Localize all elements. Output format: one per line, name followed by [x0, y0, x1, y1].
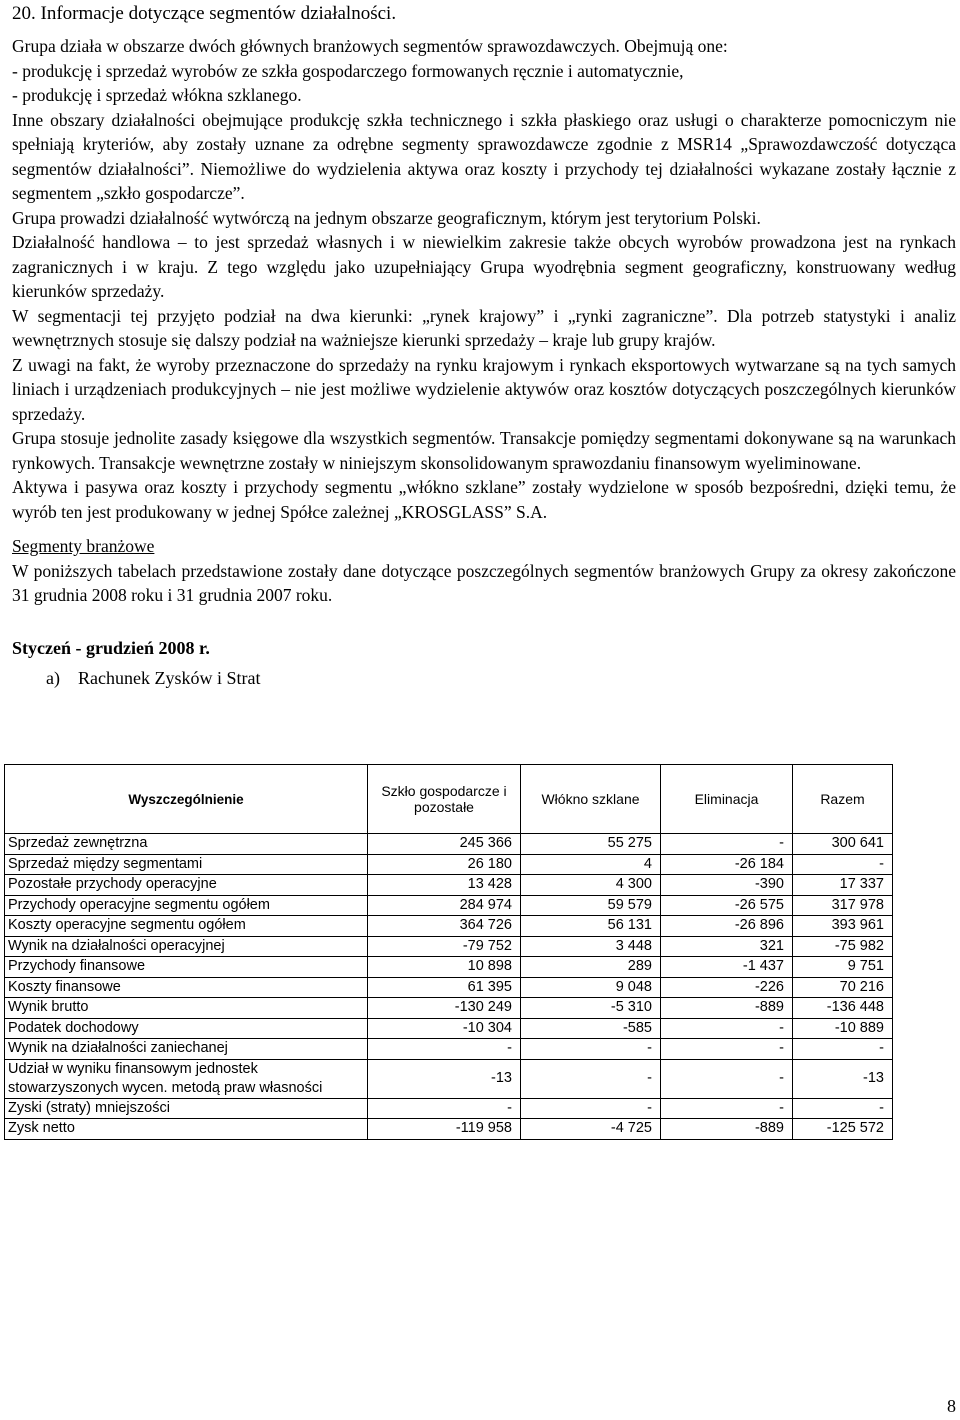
row-value: 3 448 [521, 936, 661, 957]
row-label: Udział w wyniku finansowym jednostek stowarzyszonych wycen. metodą praw własności [5, 1059, 368, 1098]
row-label: Zyski (straty) mniejszości [5, 1098, 368, 1119]
row-value: - [521, 1059, 661, 1098]
row-value: - [661, 1018, 793, 1039]
row-value: - [661, 1098, 793, 1119]
row-value: -889 [661, 1119, 793, 1140]
table-row [5, 1018, 893, 1039]
row-label: Wynik na działalności operacyjnej [5, 936, 368, 957]
paragraph: Inne obszary działalności obejmujące produkcję szkła technicznego i szkła płaskiego oraz usługi o charakterze pomocniczym nie spełniają kryteriów, aby zostały uznane za odrębne segmenty sprawozdawcze zgodnie z MSR14 „Sprawozdawczość dotycząca segmentów działalności”. Niemożliwe do wydzielenia aktywa oraz koszty i przychody tej działalności wykazane zostały łącznie z segmentem „szkło gospodarcze”. [12, 109, 956, 203]
table-row [5, 1098, 893, 1119]
row-label: Sprzedaż między segmentami [5, 854, 368, 875]
table-row [5, 1039, 893, 1060]
row-label: Koszty operacyjne segmentu ogółem [5, 916, 368, 937]
row-label: Sprzedaż zewnętrzna [5, 834, 368, 855]
row-value: - [661, 1039, 793, 1060]
row-value: -130 249 [368, 998, 521, 1019]
row-value: - [368, 1039, 521, 1060]
paragraph: Aktywa i pasywa oraz koszty i przychody segmentu „włókno szklane” zostały wydzielone w sposób bezpośredni, dzięki temu, że wyrób ten jest produkowany w jednej Spółce zależnej „KROSGLASS” S.A. [12, 477, 956, 522]
row-value: -26 896 [661, 916, 793, 937]
row-value: -79 752 [368, 936, 521, 957]
period-title: Styczeń - grudzień 2008 r. [12, 637, 210, 658]
segment-text: W poniższych tabelach przedstawione zostały dane dotyczące poszczególnych segmentów branżowych Grupy za okresy zakończone 31 grudnia 2008 roku i 31 grudnia 2007 roku. [12, 560, 956, 605]
row-value: -889 [661, 998, 793, 1019]
row-value: - [793, 1098, 893, 1119]
paragraph: Działalność handlowa – to jest sprzedaż własnych i w niewielkim zakresie także obcych wyrobów prowadzona jest na rynkach zagranicznych i w kraju. Z tego względu jako uzupełniający Grupa wyodrębnia segment geograficzny, konstruowany według kierunków sprzedaży. [12, 232, 956, 301]
table-row [5, 977, 893, 998]
row-value: -26 184 [661, 854, 793, 875]
row-value: -390 [661, 875, 793, 896]
row-label: Zysk netto [5, 1119, 368, 1140]
row-value: -5 310 [521, 998, 661, 1019]
row-value: - [793, 1039, 893, 1060]
row-value: - [368, 1098, 521, 1119]
row-value: 9 048 [521, 977, 661, 998]
section-heading: 20. Informacje dotyczące segmentów działalności. [12, 3, 397, 24]
segment-heading: Segmenty branżowe [12, 536, 155, 556]
row-value: -4 725 [521, 1119, 661, 1140]
table-row [5, 957, 893, 978]
row-value: -10 889 [793, 1018, 893, 1039]
header-description: Wyszczególnienie [5, 765, 368, 834]
row-value: -226 [661, 977, 793, 998]
row-value: - [661, 1059, 793, 1098]
row-label: Koszty finansowe [5, 977, 368, 998]
paragraph: Grupa stosuje jednolite zasady księgowe dla wszystkich segmentów. Transakcje pomiędzy segmentami dokonywane są na warunkach rynkowych. Transakcje wewnętrzne zostały w niniejszym skonsolidowanym sprawozdaniu finansowym wyeliminowane. [12, 428, 956, 473]
row-value: -1 437 [661, 957, 793, 978]
table-row [5, 834, 893, 855]
row-value: 284 974 [368, 895, 521, 916]
row-value: 4 300 [521, 875, 661, 896]
paragraph: Grupa prowadzi działalność wytwórczą na jednym obszarze geograficznym, którym jest terytorium Polski. [12, 207, 761, 228]
row-value: 26 180 [368, 854, 521, 875]
header-fiber: Włókno szklane [521, 765, 661, 834]
row-value: -136 448 [793, 998, 893, 1019]
table-row [5, 936, 893, 957]
page-number: 8 [947, 1396, 956, 1416]
table-row [5, 1059, 893, 1098]
row-value: 56 131 [521, 916, 661, 937]
table-body [5, 834, 893, 1140]
header-total: Razem [793, 765, 893, 834]
paragraph: - produkcję i sprzedaż wyrobów ze szkła gospodarczego formowanych ręcznie i automatycznie, [12, 60, 684, 81]
row-value: 317 978 [793, 895, 893, 916]
header-glass: Szkło gospodarcze i pozostałe [368, 765, 521, 834]
row-label: Przychody operacyjne segmentu ogółem [5, 895, 368, 916]
row-value: 321 [661, 936, 793, 957]
row-label: Podatek dochodowy [5, 1018, 368, 1039]
table-row [5, 854, 893, 875]
row-value: 70 216 [793, 977, 893, 998]
row-value: -26 575 [661, 895, 793, 916]
row-value: 289 [521, 957, 661, 978]
row-value: - [661, 834, 793, 855]
row-value: 61 395 [368, 977, 521, 998]
row-value: 393 961 [793, 916, 893, 937]
row-value: - [521, 1039, 661, 1060]
row-value: 9 751 [793, 957, 893, 978]
row-label: Pozostałe przychody operacyjne [5, 875, 368, 896]
table-row [5, 1119, 893, 1140]
row-value: - [521, 1098, 661, 1119]
row-value: 17 337 [793, 875, 893, 896]
table-row [5, 916, 893, 937]
header-elimination: Eliminacja [661, 765, 793, 834]
row-value: -13 [793, 1059, 893, 1098]
subheading: a) Rachunek Zysków i Strat [46, 667, 261, 688]
intro-paragraphs [12, 34, 956, 524]
row-label: Wynik brutto [5, 998, 368, 1019]
row-value: - [793, 854, 893, 875]
row-value: -585 [521, 1018, 661, 1039]
table-row [5, 875, 893, 896]
row-label: Wynik na działalności zaniechanej [5, 1039, 368, 1060]
row-value: 364 726 [368, 916, 521, 937]
row-value: 59 579 [521, 895, 661, 916]
paragraph: Z uwagi na fakt, że wyroby przeznaczone do sprzedaży na rynku krajowym i rynkach eksportowych wytwarzane są na tych samych liniach i urządzeniach produkcyjnych – nie jest możliwe wydzielenie aktywów oraz kosztów dotyczących poszczególnych kierunków sprzedaży. [12, 354, 956, 424]
paragraph: - produkcję i sprzedaż włókna szklanego. [12, 85, 302, 105]
row-value: -13 [368, 1059, 521, 1098]
paragraph: Grupa działa w obszarze dwóch głównych branżowych segmentów sprawozdawczych. Obejmują one: [12, 36, 728, 56]
income-statement-table [4, 764, 893, 1140]
row-value: -75 982 [793, 936, 893, 957]
row-value: 13 428 [368, 875, 521, 896]
row-value: 245 366 [368, 834, 521, 855]
row-value: -10 304 [368, 1018, 521, 1039]
row-label: Przychody finansowe [5, 957, 368, 978]
row-value: -119 958 [368, 1119, 521, 1140]
document-page [12, 0, 956, 690]
row-value: 300 641 [793, 834, 893, 855]
table-row [5, 998, 893, 1019]
row-value: 4 [521, 854, 661, 875]
table-row [5, 895, 893, 916]
table-header-row [5, 765, 893, 834]
row-value: 10 898 [368, 957, 521, 978]
paragraph: W segmentacji tej przyjęto podział na dwa kierunki: „rynek krajowy” i „rynki zagraniczne”. Dla potrzeb statystyki i analiz wewnętrznych stosuje się dalszy podział na ważniejsze kierunki sprzedaży – kraje lub grupy krajów. [12, 305, 956, 350]
row-value: 55 275 [521, 834, 661, 855]
row-value: -125 572 [793, 1119, 893, 1140]
